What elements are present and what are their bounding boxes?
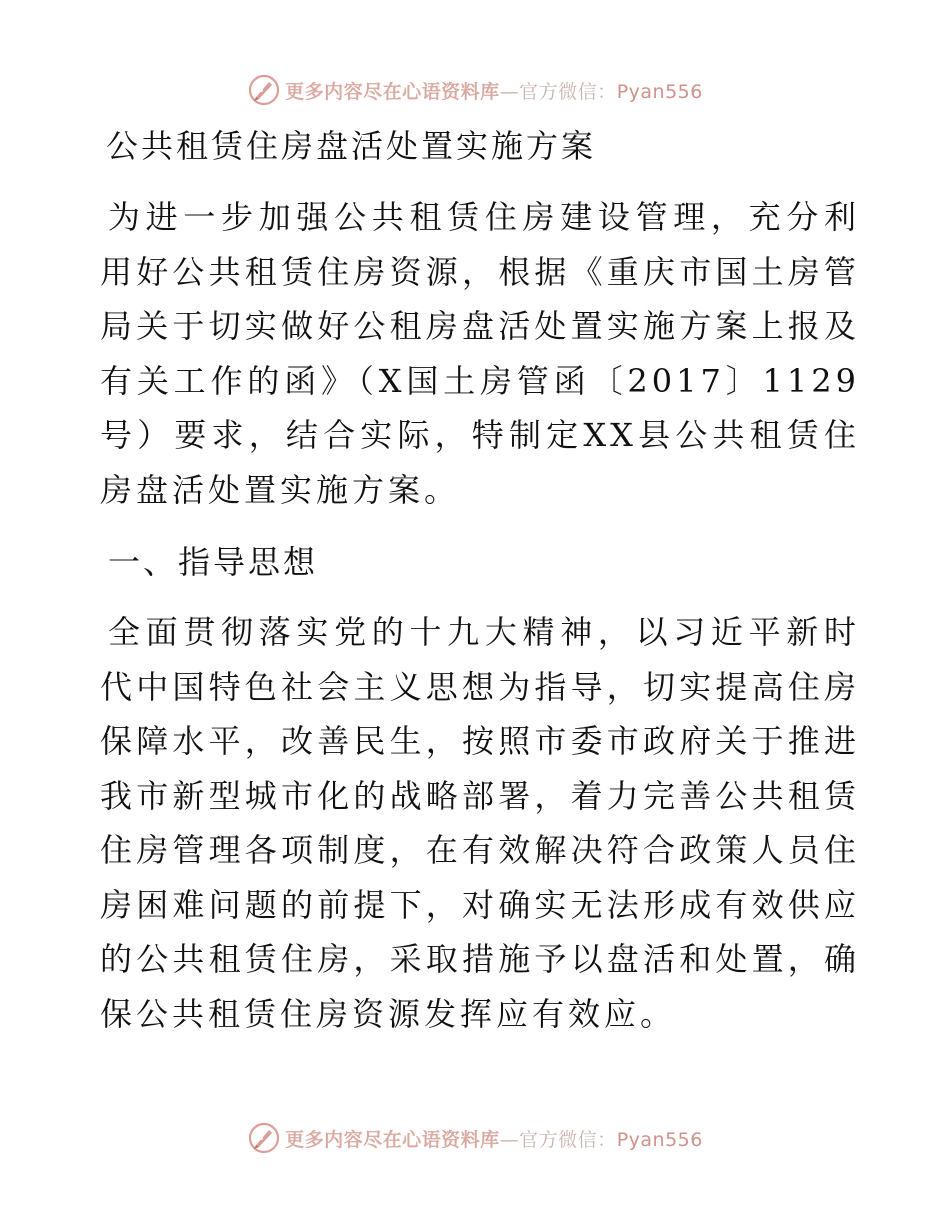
watermark-wechat-id: Pyan556 — [616, 1128, 703, 1151]
watermark-main-text: 更多内容尽在心语资料库 — [285, 80, 500, 103]
document-body — [100, 120, 860, 1041]
watermark-main-text: 更多内容尽在心语资料库 — [285, 1128, 500, 1151]
watermark-separator: — — [499, 1128, 520, 1151]
document-title: 公共租赁住房盘活处置实施方案 — [106, 127, 597, 165]
pen-logo-icon — [247, 1121, 281, 1155]
pen-logo-icon — [247, 73, 281, 107]
section-heading-guiding-ideology: 一、指导思想 — [108, 543, 319, 581]
watermark-separator: — — [499, 80, 520, 103]
guiding-ideology-paragraph: 全面贯彻落实党的十九大精神，以习近平新时代中国特色社会主义思想为指导，切实提高住房保障水平，改善民生，按照市委市政府关于推进我市新型城市化的战略部署，着力完善公共租赁住房管理各项制度，在有效解决符合政策人员住房困难问题的前提下，对确实无法形成有效供应的公共租赁住房，采取措施予以盘活和处置，确保公共租赁住房资源发挥应有效应。 — [100, 613, 860, 1033]
footer-watermark — [0, 1118, 950, 1158]
watermark-official-label: 官方微信： — [519, 80, 617, 103]
watermark-official-label: 官方微信： — [519, 1128, 617, 1151]
watermark-wechat-id: Pyan556 — [616, 80, 703, 103]
intro-paragraph: 为进一步加强公共租赁住房建设管理，充分利用好公共租赁住房资源，根据《重庆市国土房管局关于切实做好公租房盘活处置实施方案上报及有关工作的函》（X国土房管函〔2017〕1129号）要求，结合实际，特制定XX县公共租赁住房盘活处置实施方案。 — [100, 198, 860, 509]
header-watermark — [0, 70, 950, 110]
